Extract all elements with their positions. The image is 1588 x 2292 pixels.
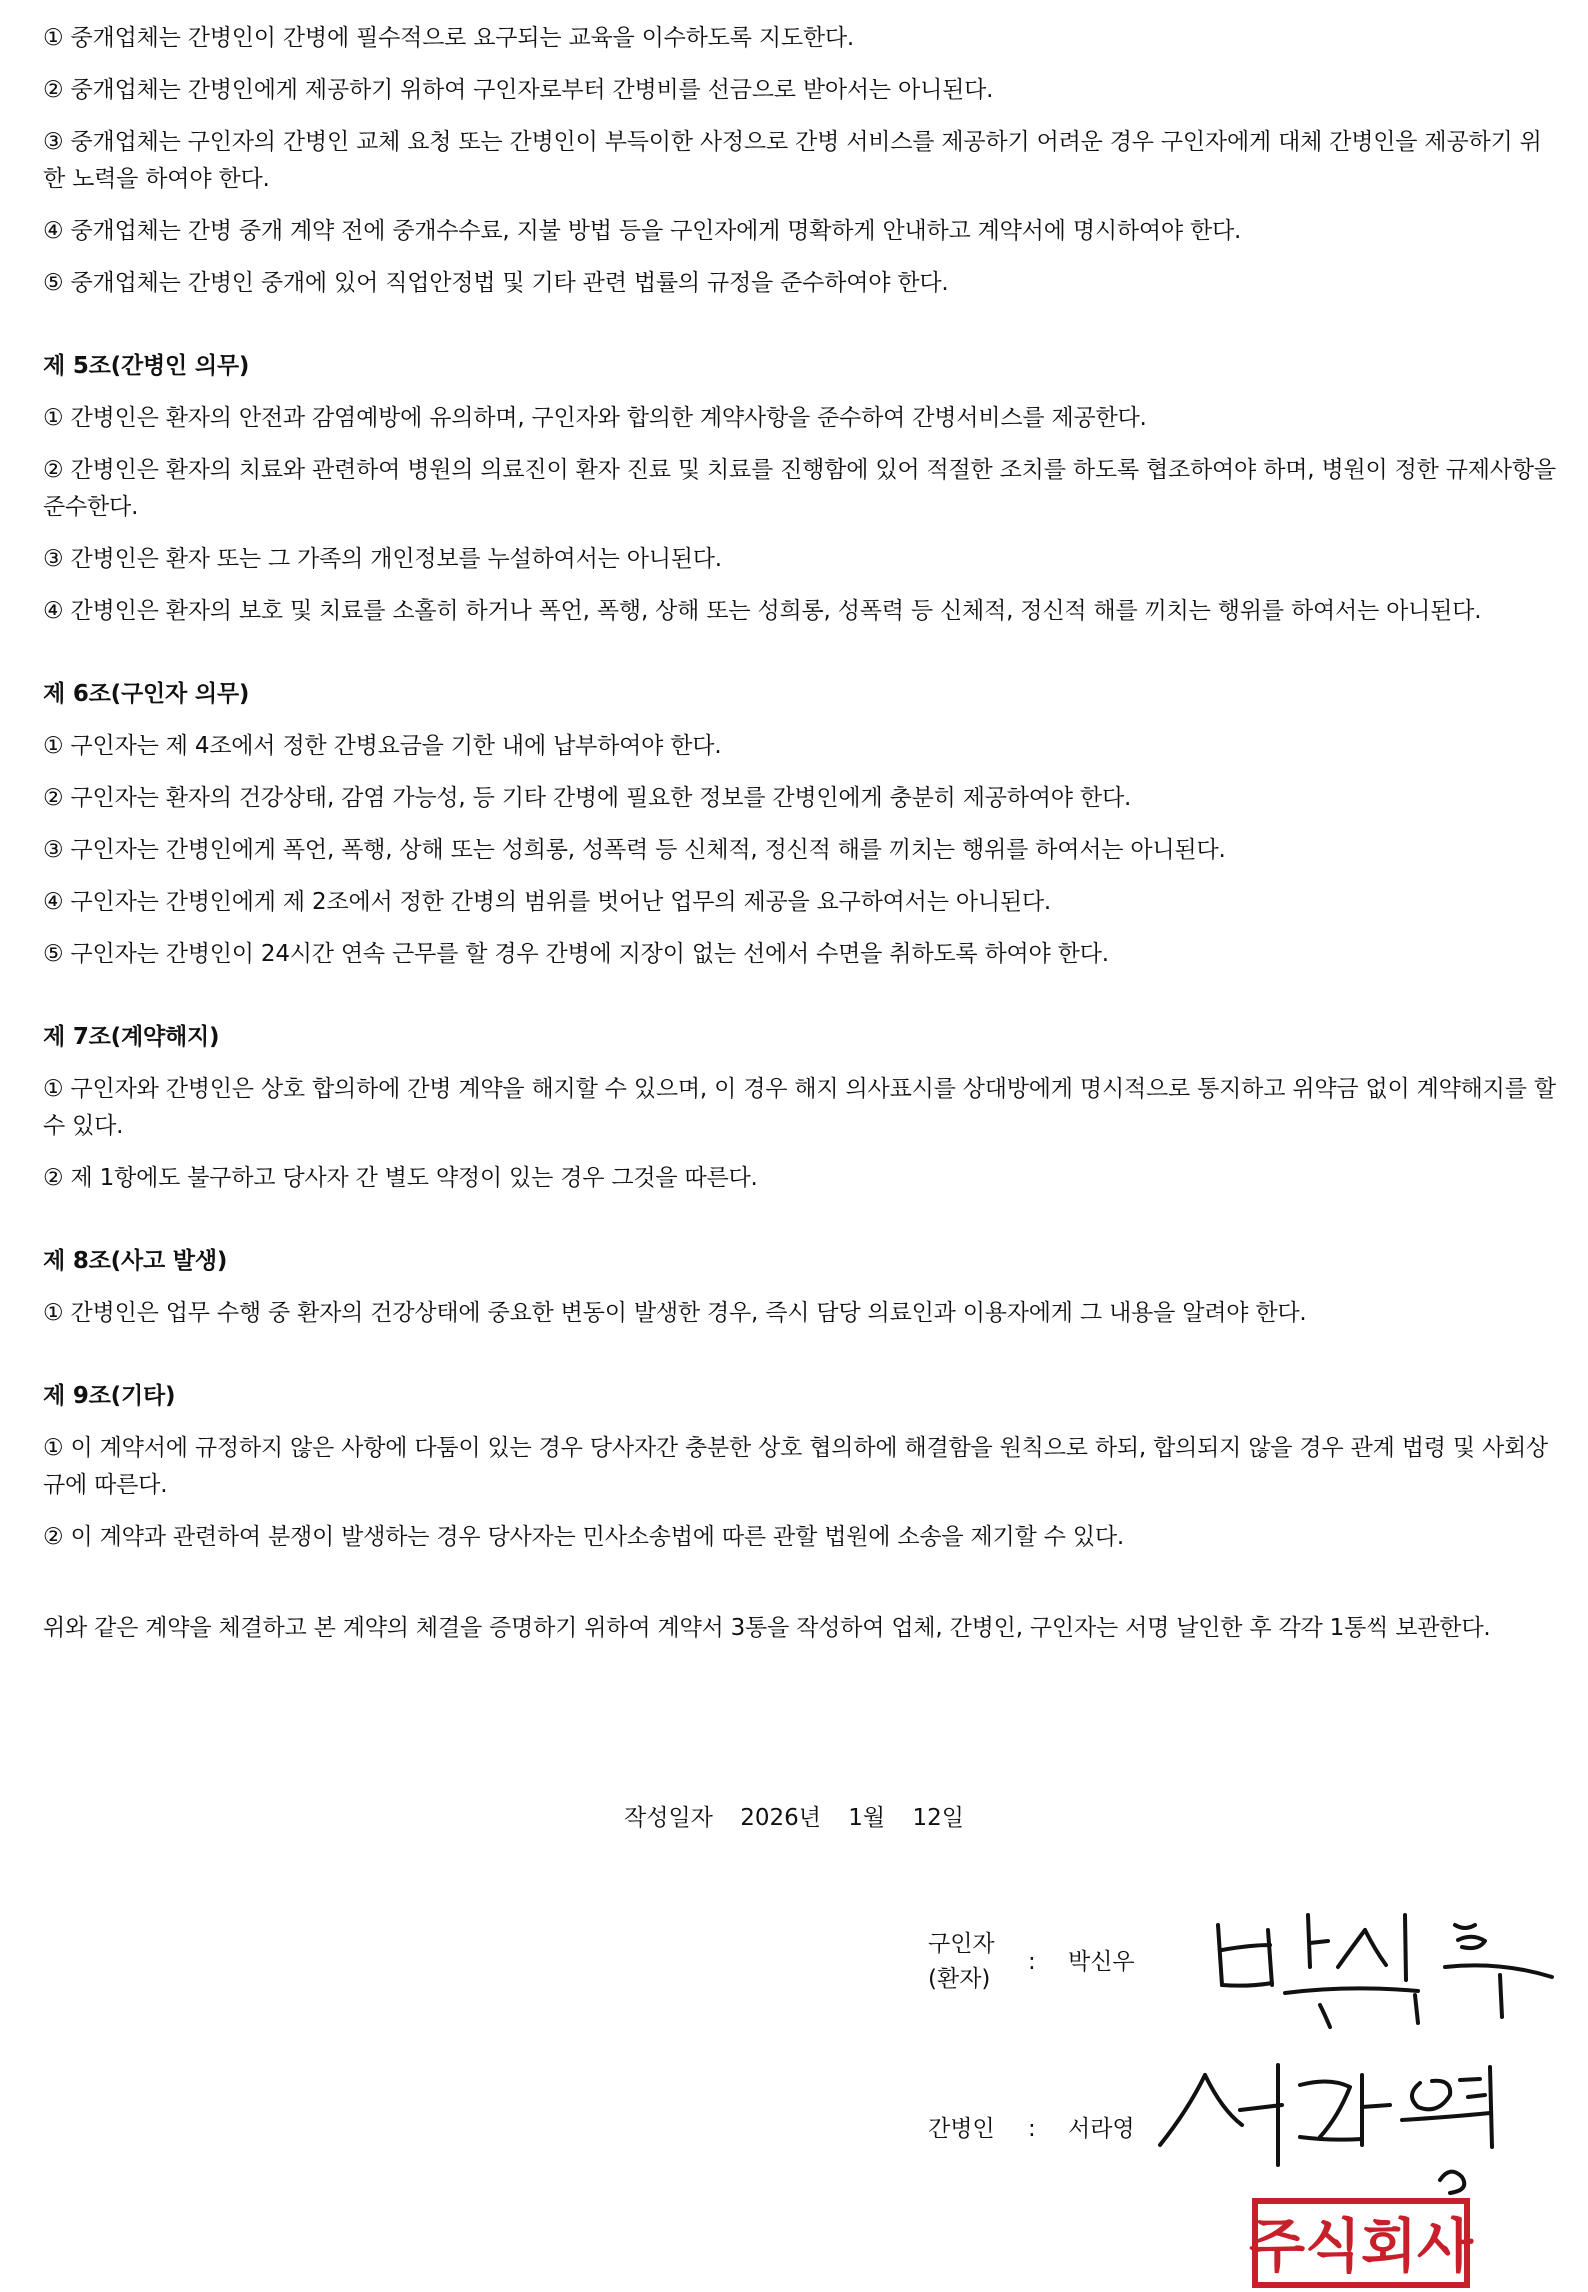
article-5-item: ④ 간병인은 환자의 보호 및 치료를 소홀히 하거나 폭언, 폭행, 상해 또는 성희롱, 성폭력 등 신체적, 정신적 해를 끼치는 행위를 하여서는 아니된다.	[43, 598, 1482, 624]
intro-item: ③ 중개업체는 구인자의 간병인 교체 요청 또는 간병인이 부득이한 사정으로 간병 서비스를 제공하기 어려운 경우 구인자에게 대체 간병인을 제공하기 위한 노력을 하여야 한다.	[43, 129, 1542, 192]
article-7-item: ② 제 1항에도 불구하고 당사자 간 별도 약정이 있는 경우 그것을 따른다.	[43, 1165, 758, 1191]
seal-stamp	[1248, 2198, 1474, 2288]
article-9-title: 제 9조(기타)	[43, 1383, 176, 1409]
caregiver-colon: :	[1028, 2116, 1036, 2142]
article-5-title: 제 5조(간병인 의무)	[43, 353, 250, 379]
article-6-item: ⑤ 구인자는 간병인이 24시간 연속 근무를 할 경우 간병에 지장이 없는 선에서 수면을 취하도록 하여야 한다.	[43, 941, 1109, 967]
closing-statement: 위와 같은 계약을 체결하고 본 계약의 체결을 증명하기 위하여 계약서 3통을 작성하여 업체, 간병인, 구인자는 서명 날인한 후 각각 1통씩 보관한다.	[43, 1615, 1491, 1641]
requester-signature	[1200, 1905, 1570, 2040]
seal-text: 주식회사	[1248, 2212, 1474, 2280]
intro-item: ④ 중개업체는 간병 중개 계약 전에 중개수수료, 지불 방법 등을 구인자에게 명확하게 안내하고 계약서에 명시하여야 한다.	[43, 218, 1242, 244]
article-6-item: ③ 구인자는 간병인에게 폭언, 폭행, 상해 또는 성희롱, 성폭력 등 신체적, 정신적 해를 끼치는 행위를 하여서는 아니된다.	[43, 837, 1226, 863]
caregiver-signature	[1150, 2055, 1550, 2205]
caregiver-signatory	[928, 2112, 1168, 2152]
article-7-title: 제 7조(계약해지)	[43, 1024, 220, 1050]
article-5-item: ③ 간병인은 환자 또는 그 가족의 개인정보를 누설하여서는 아니된다.	[43, 546, 722, 572]
date-line	[0, 1800, 1588, 1837]
article-6-item: ① 구인자는 제 4조에서 정한 간병요금을 기한 내에 납부하여야 한다.	[43, 733, 722, 759]
requester-signatory	[928, 1927, 1168, 2002]
contract-body	[43, 20, 1563, 1662]
article-7-item: ① 구인자와 간병인은 상호 합의하에 간병 계약을 해지할 수 있으며, 이 경우 해지 의사표시를 상대방에게 명시적으로 통지하고 위약금 없이 계약해지를 할 수 있다.	[43, 1076, 1556, 1139]
article-6-item: ④ 구인자는 간병인에게 제 2조에서 정한 간병의 범위를 벗어난 업무의 제공을 요구하여서는 아니된다.	[43, 889, 1052, 915]
intro-item: ① 중개업체는 간병인이 간병에 필수적으로 요구되는 교육을 이수하도록 지도한다.	[43, 25, 855, 51]
requester-label	[928, 1927, 995, 1997]
requester-colon: :	[1028, 1949, 1036, 1975]
requester-label-line1: 구인자	[928, 1931, 995, 1957]
article-8-title: 제 8조(사고 발생)	[43, 1248, 228, 1274]
date-year: 2026년	[740, 1805, 821, 1831]
article-6-item: ② 구인자는 환자의 건강상태, 감염 가능성, 등 기타 간병에 필요한 정보를 간병인에게 충분히 제공하여야 한다.	[43, 785, 1132, 811]
article-5-item: ② 간병인은 환자의 치료와 관련하여 병원의 의료진이 환자 진료 및 치료를 진행함에 있어 적절한 조치를 하도록 협조하여야 하며, 병원이 정한 규제사항을 준수한다.	[43, 457, 1556, 520]
date-label: 작성일자	[624, 1805, 713, 1831]
intro-item: ⑤ 중개업체는 간병인 중개에 있어 직업안정법 및 기타 관련 법률의 규정을 준수하여야 한다.	[43, 270, 949, 296]
requester-name: 박신우	[1068, 1949, 1135, 1975]
article-5-item: ① 간병인은 환자의 안전과 감염예방에 유의하며, 구인자와 합의한 계약사항을 준수하여 간병서비스를 제공한다.	[43, 405, 1147, 431]
article-6-title: 제 6조(구인자 의무)	[43, 681, 250, 707]
date-day: 12일	[912, 1805, 964, 1831]
caregiver-name: 서라영	[1068, 2116, 1135, 2142]
requester-label-line2: (환자)	[928, 1966, 991, 1992]
article-9-item: ② 이 계약과 관련하여 분쟁이 발생하는 경우 당사자는 민사소송법에 따른 관할 법원에 소송을 제기할 수 있다.	[43, 1524, 1124, 1550]
article-9-item: ① 이 계약서에 규정하지 않은 사항에 다툼이 있는 경우 당사자간 충분한 상호 협의하에 해결함을 원칙으로 하되, 합의되지 않을 경우 관계 법령 및 사회상규에 따른다.	[43, 1435, 1549, 1498]
company-seal	[1248, 2198, 1474, 2280]
date-month: 1월	[848, 1805, 886, 1831]
intro-item: ② 중개업체는 간병인에게 제공하기 위하여 구인자로부터 간병비를 선금으로 받아서는 아니된다.	[43, 77, 994, 103]
caregiver-label: 간병인	[928, 2116, 995, 2142]
article-8-item: ① 간병인은 업무 수행 중 환자의 건강상태에 중요한 변동이 발생한 경우, 즉시 담당 의료인과 이용자에게 그 내용을 알려야 한다.	[43, 1300, 1307, 1326]
